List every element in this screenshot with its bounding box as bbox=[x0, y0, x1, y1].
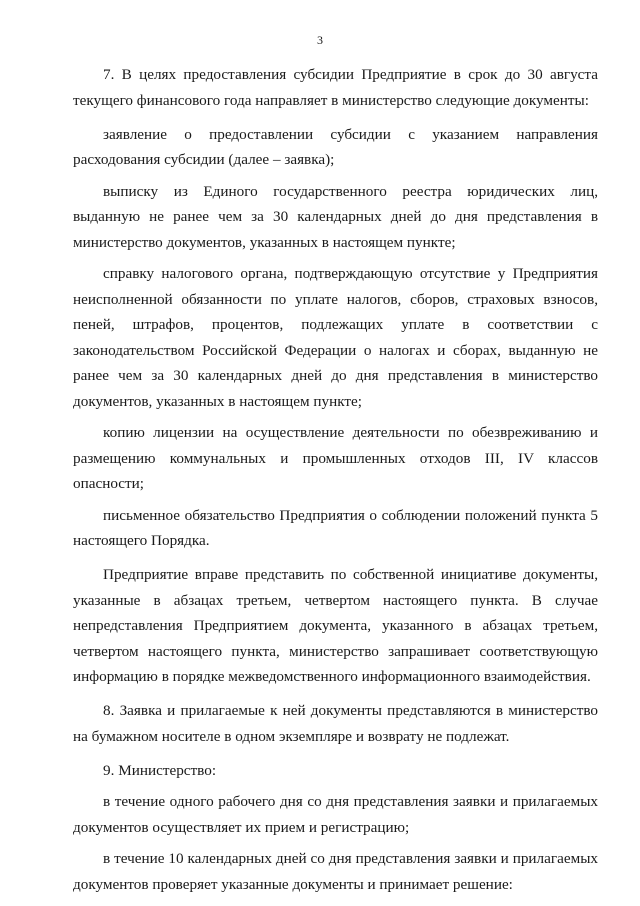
paragraph-tax-certificate: справку налогового органа, подтверждающую отсутствие у Предприятия неисполненной обязанности по уплате налогов, сборов, страховых взносов, пеней, штрафов, процентов, подлежащих уплате в соответствии с законодательством Российской Федерации о налогах и сборах, выданную не ранее чем за 30 календарных дней до дня представления в министерство документов, указанных в настоящем пункте; bbox=[73, 265, 598, 410]
page-number: 3 bbox=[317, 33, 323, 47]
paragraph-written-obligation: письменное обязательство Предприятия о соблюдении положений пункта 5 настоящего Порядка. bbox=[73, 506, 598, 549]
paragraph-registry-extract: выписку из Единого государственного реестра юридических лиц, выданную не ранее чем за 30 календарных дней до дня представления в министерство документов, указанных в настоящем пункте; bbox=[73, 182, 598, 251]
paragraph-item-8: 8. Заявка и прилагаемые к ней документы представляются в министерство на бумажном носителе в одном экземпляре и возврату не подлежат. bbox=[73, 702, 598, 745]
paragraph-registration: в течение одного рабочего дня со дня представления заявки и прилагаемых документов осуществляет их прием и регистрацию; bbox=[73, 793, 598, 836]
paragraph-item-7: 7. В целях предоставления субсидии Предприятие в срок до 30 августа текущего финансового года направляет в министерство следующие документы: bbox=[73, 66, 598, 109]
paragraph-review-decision: в течение 10 календарных дней со дня представления заявки и прилагаемых документов проверяет указанные документы и принимает решение: bbox=[73, 850, 598, 893]
document-body bbox=[73, 62, 598, 906]
paragraph-application: заявление о предоставлении субсидии с указанием направления расходования субсидии (далее – заявка); bbox=[73, 125, 598, 168]
paragraph-item-9: 9. Министерство: bbox=[103, 761, 217, 779]
paragraph-own-initiative: Предприятие вправе представить по собственной инициативе документы, указанные в абзацах третьем, четвертом настоящего пункта. В случае непредставления Предприятием документа, указанного в абзацах третьем, четвертом настоящего пункта, министерство запрашивает соответствующую информацию в порядке межведомственного информационного взаимодействия. bbox=[73, 566, 598, 685]
paragraph-license-copy: копию лицензии на осуществление деятельности по обезвреживанию и размещению коммунальных и промышленных отходов III, IV классов опасности; bbox=[73, 424, 598, 492]
